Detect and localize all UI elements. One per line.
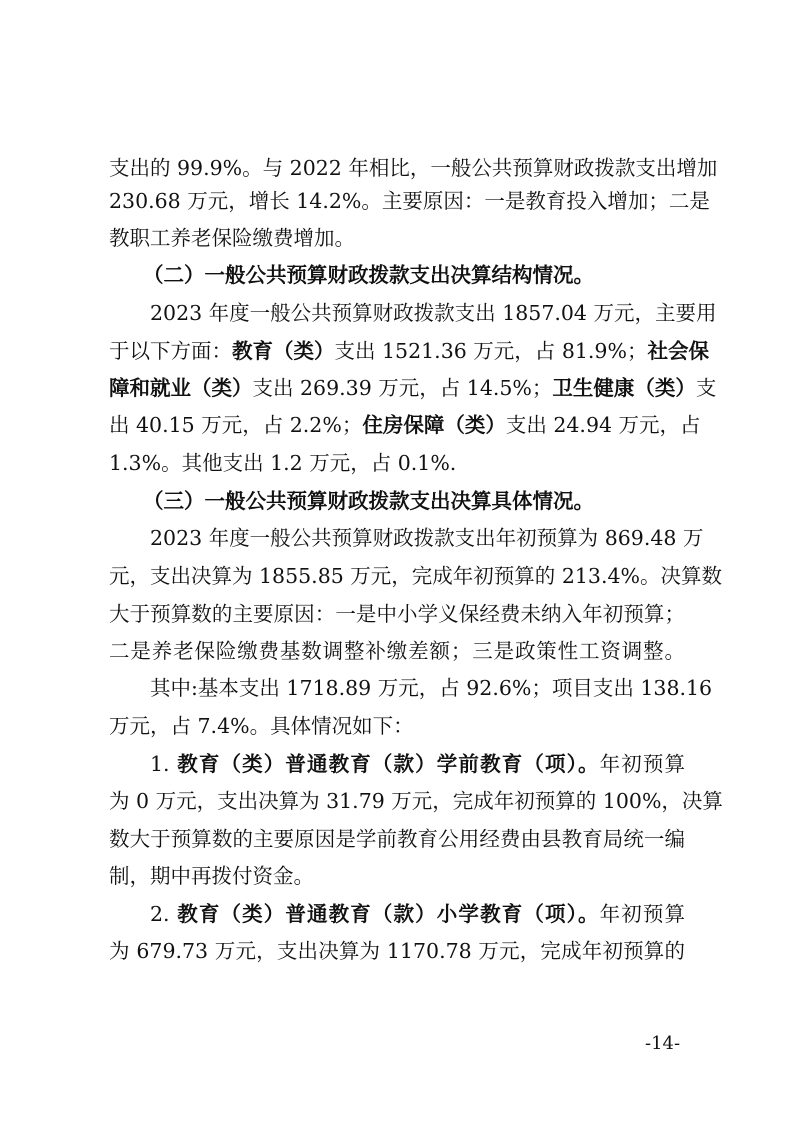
text-line: 其中:基本支出 1718.89 万元，占 92.6%；项目支出 138.16 xyxy=(150,676,713,700)
text-line-mixed xyxy=(109,336,709,366)
category-bold: 教育（类） xyxy=(232,339,335,363)
paragraph-line xyxy=(0,786,794,816)
category-bold: 障和就业（类） xyxy=(109,376,253,400)
text-run: 支出 1521.36 万元，占 81.9%； xyxy=(334,339,648,363)
text-run: 支 xyxy=(695,376,717,400)
text-run: 于以下方面： xyxy=(109,339,232,363)
paragraph-line xyxy=(0,899,794,929)
paragraph-line xyxy=(0,599,794,629)
paragraph-line xyxy=(0,936,794,966)
item-heading-bold: 教育（类）普通教育（款）小学教育（项）。 xyxy=(177,902,600,926)
paragraph-line xyxy=(0,153,794,183)
text-line-mixed xyxy=(109,373,717,403)
text-line: 大于预算数的主要原因：一是中小学义保经费未纳入年初预算； xyxy=(109,602,685,626)
page-number: -14- xyxy=(645,1033,681,1054)
text-run: 出 40.15 万元，占 2.2%； xyxy=(109,413,363,437)
paragraph-line xyxy=(0,186,794,216)
text-line: 元，支出决算为 1855.85 万元，完成年初预算的 213.4%。决算数 xyxy=(109,564,722,588)
text-run: 年初预算 xyxy=(599,752,686,776)
text-line: 二是养老保险缴费基数调整补缴差额；三是政策性工资调整。 xyxy=(109,639,685,663)
paragraph-line xyxy=(0,861,794,891)
text-line: 教职工养老保险缴费增加。 xyxy=(109,226,355,250)
text-line-mixed xyxy=(150,749,685,779)
section-heading xyxy=(0,260,794,290)
item-number: 2. xyxy=(150,902,178,926)
text-line: 2023 年度一般公共预算财政拨款支出年初预算为 869.48 万 xyxy=(150,526,704,550)
category-bold: 住房保障（类） xyxy=(362,413,506,437)
paragraph-line xyxy=(0,636,794,666)
paragraph-line xyxy=(0,336,794,366)
text-line: 230.68 万元，增长 14.2%。主要原因：一是教育投入增加；二是 xyxy=(109,189,710,213)
text-line-mixed xyxy=(150,899,685,929)
section-heading-text: （二）一般公共预算财政拨款支出决算结构情况。 xyxy=(143,263,594,287)
paragraph-line xyxy=(0,410,794,440)
text-line: 万元，占 7.4%。具体情况如下： xyxy=(109,714,414,738)
text-line: 数大于预算数的主要原因是学前教育公用经费由县教育局统一编 xyxy=(109,827,685,851)
text-line: 1.3%。其他支出 1.2 万元，占 0.1%. xyxy=(109,451,457,475)
section-heading-text: （三）一般公共预算财政拨款支出决算具体情况。 xyxy=(143,489,594,513)
paragraph-line xyxy=(0,298,794,328)
paragraph-line xyxy=(0,448,794,478)
text-line: 为 679.73 万元，支出决算为 1170.78 万元，完成年初预算的 xyxy=(109,939,685,963)
text-line-mixed xyxy=(109,410,701,440)
paragraph-line xyxy=(0,711,794,741)
paragraph-line xyxy=(0,749,794,779)
paragraph-line xyxy=(0,824,794,854)
section-heading xyxy=(0,486,794,516)
text-run: 支出 269.39 万元，占 14.5%； xyxy=(252,376,553,400)
paragraph-line xyxy=(0,561,794,591)
text-line: 支出的 99.9%。与 2022 年相比，一般公共预算财政拨款支出增加 xyxy=(109,156,718,180)
text-line: 为 0 万元，支出决算为 31.79 万元，完成年初预算的 100%，决算 xyxy=(109,789,723,813)
text-run: 年初预算 xyxy=(599,902,686,926)
item-number: 1. xyxy=(150,752,178,776)
text-line: 制，期中再拨付资金。 xyxy=(109,864,314,888)
paragraph-line xyxy=(0,673,794,703)
text-line: 2023 年度一般公共预算财政拨款支出 1857.04 万元，主要用 xyxy=(150,301,717,325)
category-bold: 社会保 xyxy=(647,339,709,363)
paragraph-line xyxy=(0,523,794,553)
paragraph-line xyxy=(0,223,794,253)
category-bold: 卫生健康（类） xyxy=(552,376,696,400)
item-heading-bold: 教育（类）普通教育（款）学前教育（项）。 xyxy=(177,752,600,776)
paragraph-line xyxy=(0,373,794,403)
text-run: 支出 24.94 万元，占 xyxy=(505,413,701,437)
